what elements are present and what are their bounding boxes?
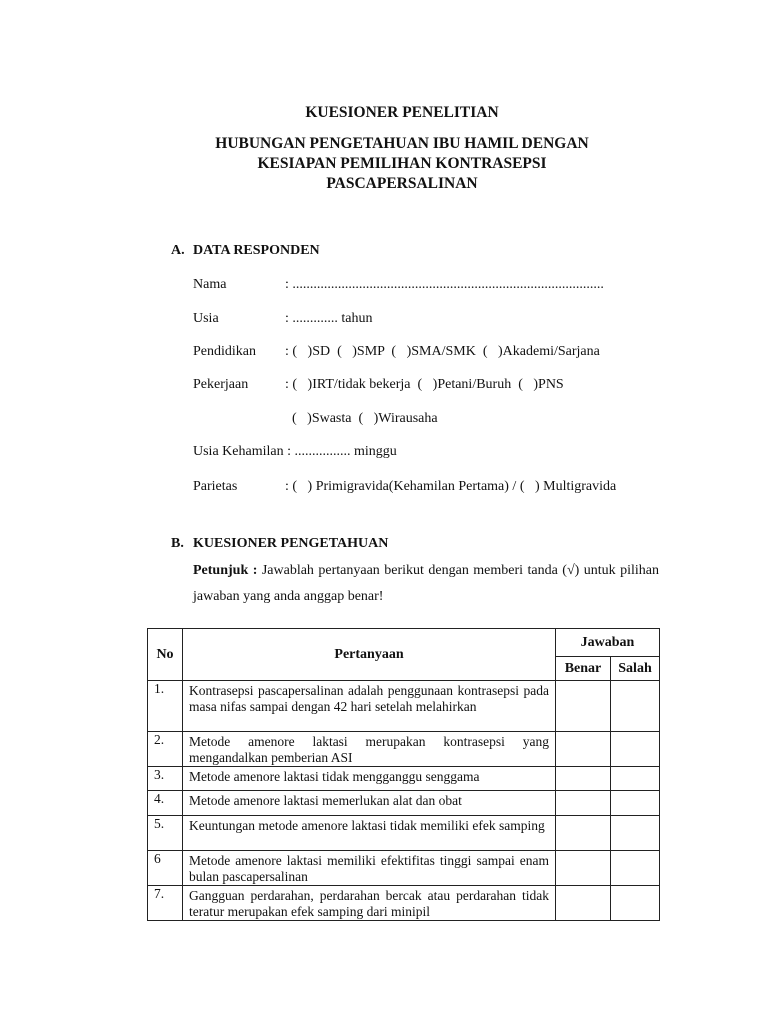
answer-false-cell[interactable] — [611, 767, 660, 791]
subtitle-line: KESIAPAN PEMILIHAN KONTRASEPSI — [257, 155, 547, 172]
field-value: : ( )IRT/tidak bekerja ( )Petani/Buruh ( )PNS — [285, 377, 564, 392]
document-subtitle — [0, 134, 768, 194]
field-pendidikan — [193, 344, 600, 360]
table-header-row — [148, 629, 660, 657]
answer-true-cell[interactable] — [556, 886, 611, 921]
header-question: Pertanyaan — [183, 629, 556, 681]
field-value: : ( )SD ( )SMP ( )SMA/SMK ( )Akademi/Sarjana — [285, 344, 600, 359]
subtitle-line: HUBUNGAN PENGETAHUAN IBU HAMIL DENGAN — [215, 135, 589, 152]
answer-true-cell[interactable] — [556, 732, 611, 767]
row-question: Metode amenore laktasi merupakan kontrasepsi yang mengandalkan pemberian ASI — [183, 732, 556, 767]
field-label: Parietas — [193, 479, 238, 494]
table-row — [148, 851, 660, 886]
table-row — [148, 732, 660, 767]
field-value: : ................ minggu — [283, 444, 397, 459]
row-number: 1. — [148, 681, 183, 732]
row-question: Keuntungan metode amenore laktasi tidak memiliki efek samping — [183, 816, 556, 851]
field-pekerjaan — [193, 377, 564, 393]
table-row — [148, 886, 660, 921]
field-pekerjaan-cont — [193, 411, 438, 427]
instruction-text: Jawablah pertanyaan berikut dengan memberi tanda (√) untuk pilihan jawaban yang anda anggap benar! — [193, 563, 660, 604]
row-number: 7. — [148, 886, 183, 921]
section-letter: A. — [171, 243, 185, 258]
row-question: Metode amenore laktasi tidak mengganggu senggama — [183, 767, 556, 791]
row-number: 6 — [148, 851, 183, 886]
table-row — [148, 791, 660, 816]
row-number: 3. — [148, 767, 183, 791]
table-row — [148, 816, 660, 851]
field-label: Nama — [193, 277, 227, 292]
field-value: : ......................................................................................... — [285, 277, 604, 292]
section-title: KUESIONER PENGETAHUAN — [193, 536, 389, 551]
document-title: KUESIONER PENELITIAN — [305, 104, 499, 121]
instruction-label: Petunjuk : — [193, 563, 258, 578]
answer-false-cell[interactable] — [611, 681, 660, 732]
field-label: Pendidikan — [193, 344, 256, 359]
answer-false-cell[interactable] — [611, 851, 660, 886]
field-value: : ............. tahun — [285, 311, 373, 326]
row-question: Gangguan perdarahan, perdarahan bercak atau perdarahan tidak teratur merupakan efek samping dari minipil — [183, 886, 556, 921]
section-b-heading — [171, 536, 388, 552]
instruction — [193, 558, 659, 610]
row-question: Metode amenore laktasi memiliki efektifitas tinggi sampai enam bulan pascapersalinan — [183, 851, 556, 886]
answer-false-cell[interactable] — [611, 886, 660, 921]
answer-false-cell[interactable] — [611, 732, 660, 767]
section-letter: B. — [171, 536, 184, 551]
row-question: Kontrasepsi pascapersalinan adalah penggunaan kontrasepsi pada masa nifas sampai dengan 42 hari setelah melahirkan — [183, 681, 556, 732]
table-row — [148, 767, 660, 791]
field-usia — [193, 311, 373, 327]
table-row — [148, 681, 660, 732]
answer-true-cell[interactable] — [556, 681, 611, 732]
field-label: Usia Kehamilan — [193, 444, 284, 459]
answer-true-cell[interactable] — [556, 791, 611, 816]
answer-true-cell[interactable] — [556, 851, 611, 886]
row-number: 2. — [148, 732, 183, 767]
header-no: No — [148, 629, 183, 681]
row-question: Metode amenore laktasi memerlukan alat dan obat — [183, 791, 556, 816]
answer-false-cell[interactable] — [611, 791, 660, 816]
section-title: DATA RESPONDEN — [193, 243, 320, 258]
row-number: 5. — [148, 816, 183, 851]
field-value: : ( ) Primigravida(Kehamilan Pertama) / ( ) Multigravida — [285, 479, 617, 494]
field-parietas — [193, 479, 616, 495]
field-nama — [193, 277, 604, 293]
answer-false-cell[interactable] — [611, 816, 660, 851]
field-label: Pekerjaan — [193, 377, 249, 392]
section-a-heading — [171, 243, 320, 259]
header-false: Salah — [611, 657, 660, 681]
field-value: ( )Swasta ( )Wirausaha — [285, 411, 438, 426]
header-answer: Jawaban — [556, 629, 660, 657]
answer-true-cell[interactable] — [556, 816, 611, 851]
row-number: 4. — [148, 791, 183, 816]
field-usia-kehamilan — [193, 444, 397, 460]
subtitle-line: PASCAPERSALINAN — [326, 175, 478, 192]
questionnaire-table — [147, 628, 660, 921]
answer-true-cell[interactable] — [556, 767, 611, 791]
field-label: Usia — [193, 311, 219, 326]
header-true: Benar — [556, 657, 611, 681]
